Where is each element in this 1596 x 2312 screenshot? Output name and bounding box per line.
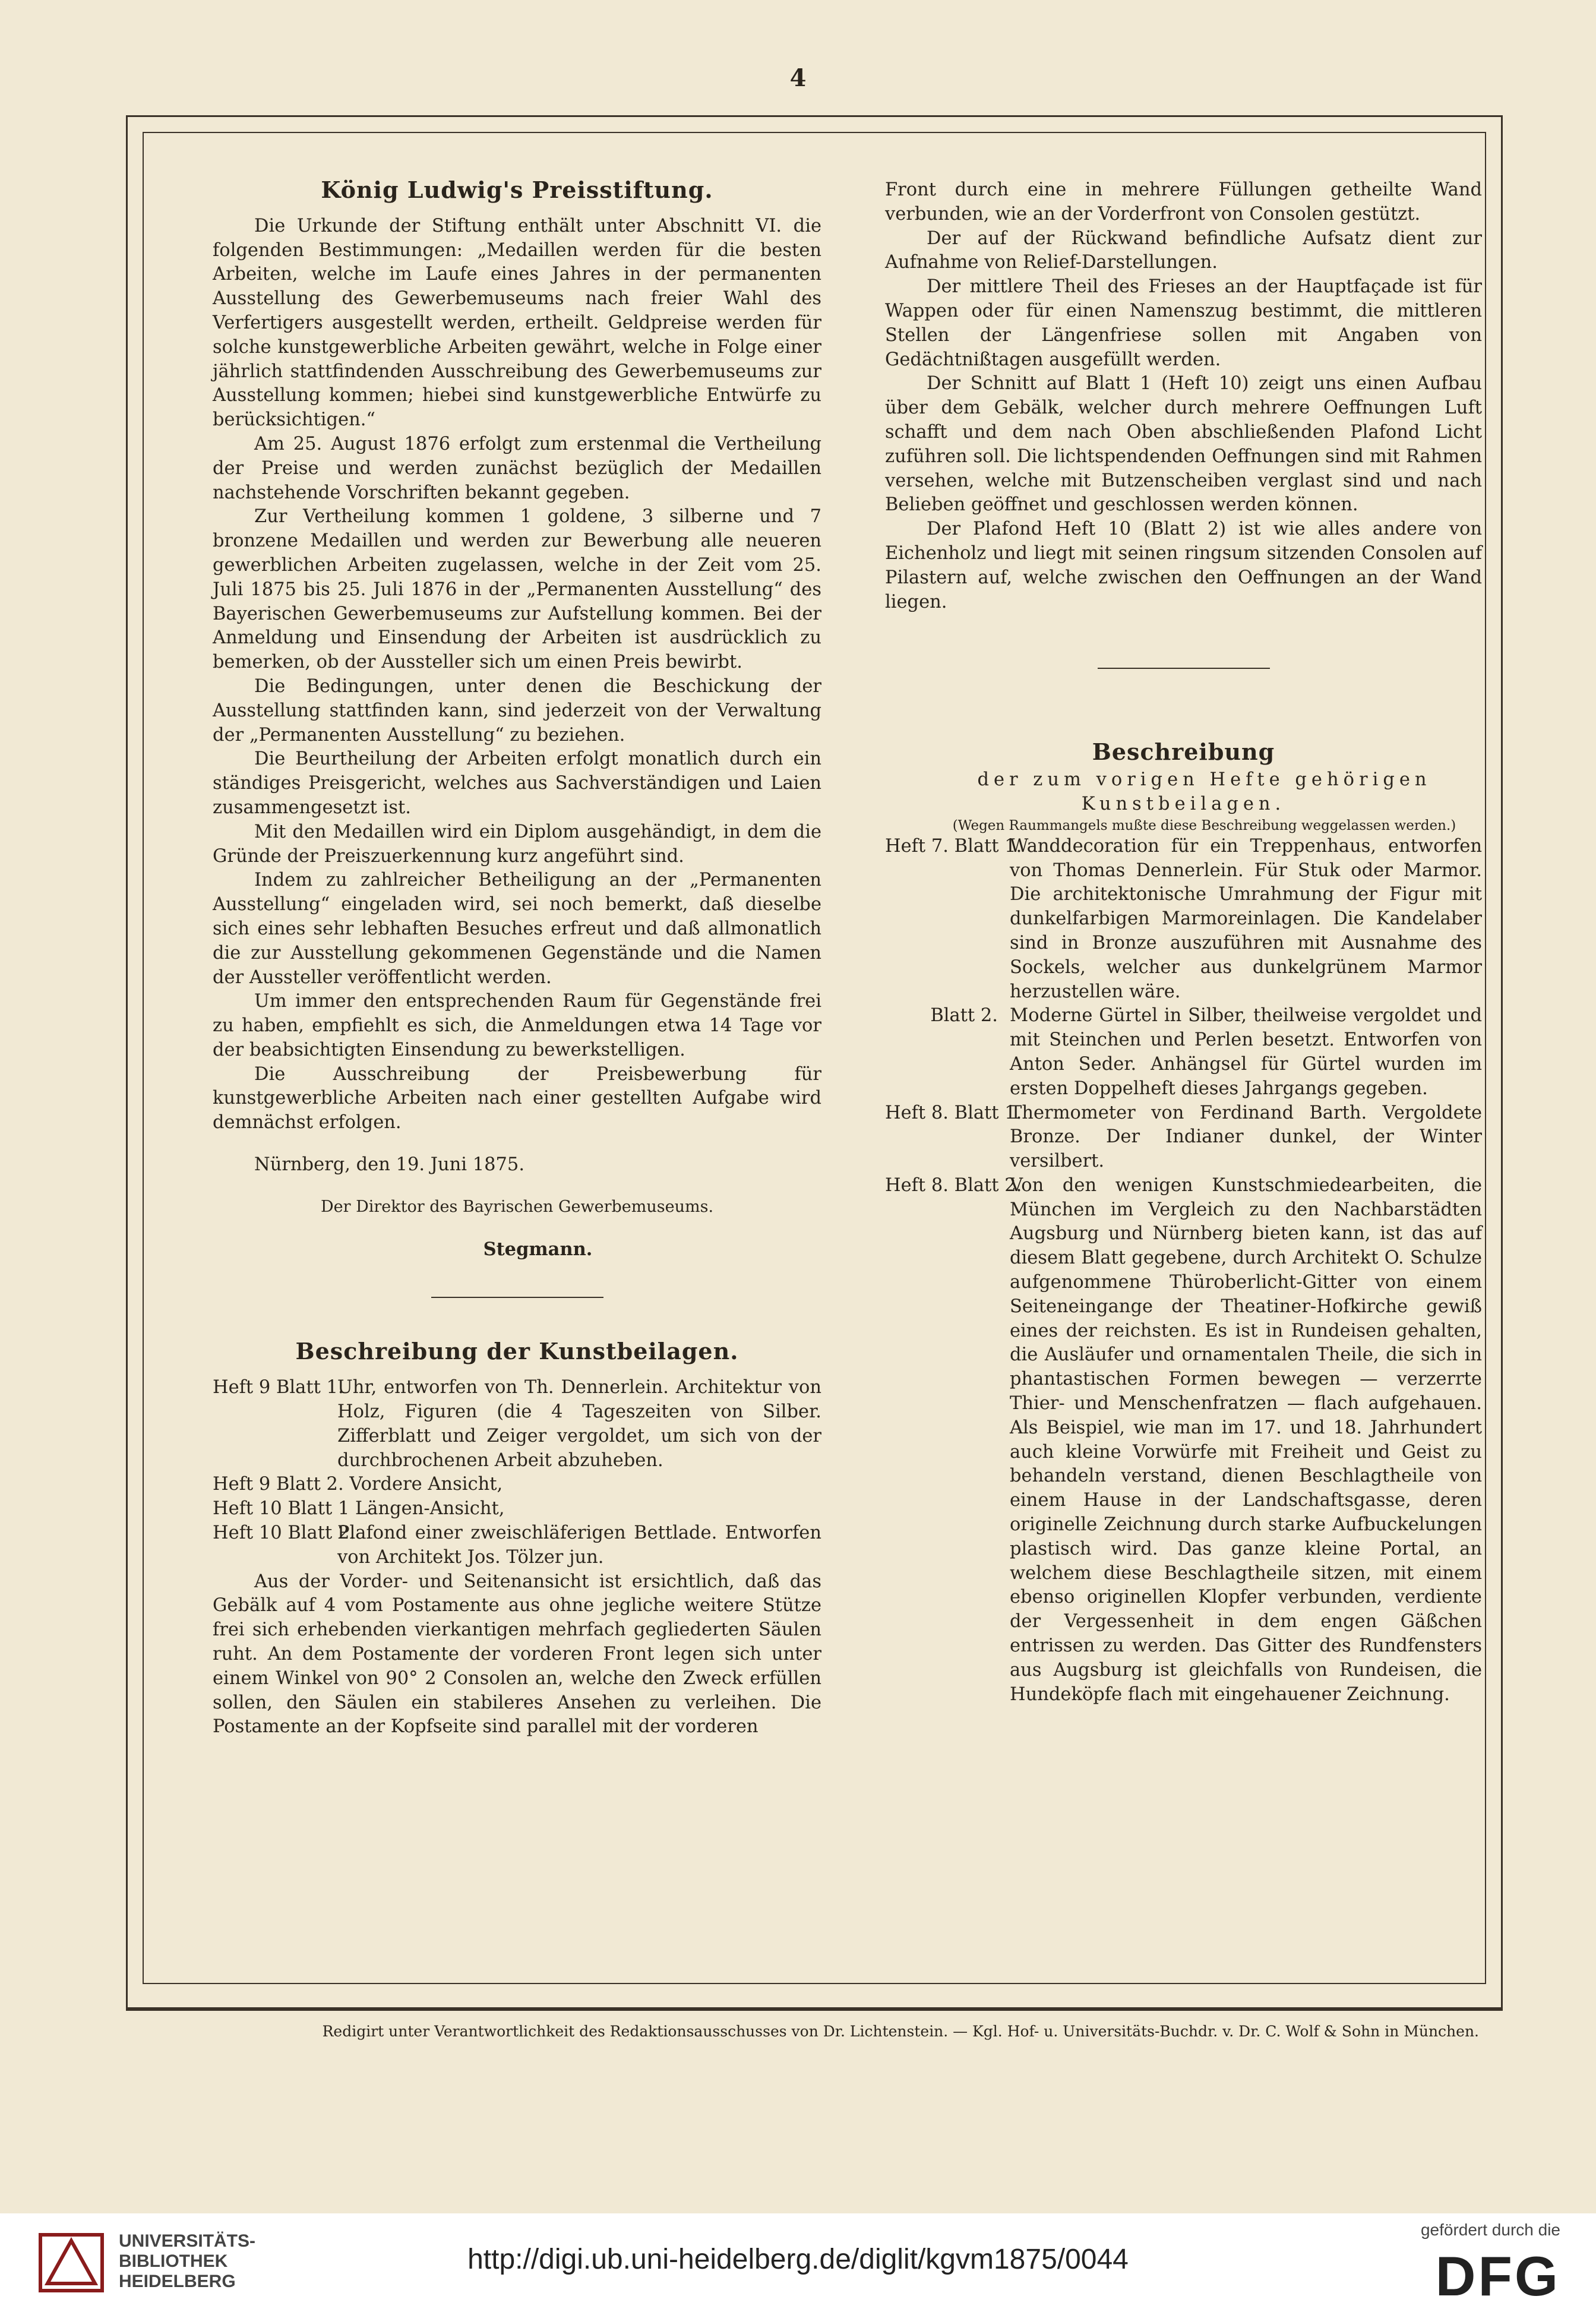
- paragraph: Um immer den entsprechenden Raum für Gegenstände frei zu haben, empfiehlt es sich, die Anmeldungen etwa 14 Tage vor der beabsichtigten Einsendung zu bewerkstelligen.: [213, 991, 821, 1060]
- place-date: Nürnberg, den 19. Juni 1875.: [254, 1154, 525, 1176]
- divider: [431, 1297, 603, 1298]
- section-title: Beschreibung: [1092, 738, 1275, 766]
- paragraph: Front durch eine in mehrere Füllungen getheilte Wand verbunden, wie an der Vorderfront von Consolen gestützt.: [885, 179, 1482, 225]
- list-item: Heft 10 Blatt 1 Längen-Ansicht,: [213, 1498, 505, 1520]
- paragraph: Indem zu zahlreicher Betheiligung an der „Permanenten Ausstellung“ eingeladen wird, sei noch bemerkt, daß dieselbe sich eines sehr lebhaften Besuches erfreut und daß allmonatlich die zur Ausstellung gekommenen Gegenstände und die Namen der Aussteller veröffentlicht werden.: [213, 870, 821, 988]
- section-title: Beschreibung der Kunstbeilagen.: [295, 1338, 739, 1365]
- paragraph: Aus der Vorder- und Seitenansicht ist ersichtlich, daß das Gebälk auf 4 vom Postamente aus ohne jegliche weitere Stütze frei sich erhebenden vierkantigen mehrfach gegliederten Säulen ruht. An dem Postamente der vorderen Front legen sich unter einem Winkel von 90° 2 Consolen an, welche den Zweck erfüllen sollen, den Säulen ein stabileres Ansehen zu verleihen. Die Postamente an der Kopfseite sind parallel mit der vorderen: [213, 1571, 821, 1738]
- section-subtitle: der zum vorigen Hefte gehörigen Kunstbeilagen.: [977, 769, 1431, 814]
- director-line: Der Direktor des Bayrischen Gewerbemuseums.: [320, 1197, 714, 1216]
- signature: Stegmann.: [483, 1238, 593, 1260]
- entry-text: Von den wenigen Kunstschmiedearbeiten, die München im Vergleich zu den Nachbarstädten Augsburg und Nürnberg bieten kann, ist das auf diesem Blatt gegebene, durch Architekt O. Schulze aufgenommene Thüroberlicht-Gitter von einem Seiteneingange der Theatiner-Hofkirche gewiß eines der reichsten. Es ist in Rundeisen gehalten, die Ausläufer und ornamentalen Theile, die sich in phantastischen Formen bewegen — verzerrte Thier- und Menschenfratzen — flach aufgehauen. Als Beispiel, wie man im 17. und 18. Jahrhundert auch kleine Vorwürfe mit Freiheit und Geist zu behandeln verstand, dienen Beschlagtheile von einem Hause in der Landschaftsgasse, deren originelle Zeichnung durch starke Aufbuckelungen plastisch wird. Das ganze kleine Portal, an welchem diese Beschlagtheile sitzen, mit einem ebenso originellen Klopfer verbunden, verdiente der Vergessenheit in dem engen Gäßchen entrissen zu werden. Das Gitter des Rundfensters aus Augsburg ist gleichfalls von Rundeisen, die Hundeköpfe flach mit eingehauener Zeichnung.: [1010, 1174, 1482, 1705]
- list-item: [885, 1101, 1482, 1174]
- list-item: [213, 1521, 821, 1570]
- entry-label: Blatt 2.: [930, 1005, 998, 1026]
- list-item: [885, 835, 1482, 1005]
- digitization-bar: [0, 2213, 1596, 2312]
- paragraph: Die Beurtheilung der Arbeiten erfolgt monatlich durch ein ständiges Preisgericht, welches aus Sachverständigen und Laien zusammengesetzt ist.: [213, 748, 821, 818]
- entry-text: Thermometer von Ferdinand Barth. Vergoldete Bronze. Der Indianer dunkel, der Winter versilbert.: [1010, 1102, 1482, 1172]
- source-url-link[interactable]: http://digi.ub.uni-heidelberg.de/diglit/kgvm1875/0044: [467, 2244, 1129, 2275]
- list-item: [885, 1004, 1482, 1101]
- entry-label: Heft 8. Blatt 2.: [885, 1174, 1022, 1196]
- list-item: [885, 1174, 1482, 1707]
- paragraph: Der mittlere Theil des Frieses an der Hauptfaçade ist für Wappen oder für einen Namenszug bestimmt, die mittleren Stellen der Längenfriese sollen mit Angaben von Gedächtnißtagen ausgefüllt werden.: [885, 276, 1482, 370]
- imprint-footer: Redigirt unter Verantwortlichkeit des Redaktionsausschusses von Dr. Lichtenstein. — Kgl. Hof- u. Universitäts-Buchdr. v. Dr. C. Wolf & Sohn in München.: [126, 2009, 1503, 2051]
- funding-note: gefördert durch die: [1420, 2221, 1560, 2239]
- section-note: (Wegen Raummangels mußte diese Beschreibung weggelassen werden.): [952, 817, 1456, 833]
- paragraph: Die Bedingungen, unter denen die Beschickung der Ausstellung stattfinden kann, sind jederzeit von der Verwaltung der „Permanenten Ausstellung“ zu beziehen.: [213, 675, 821, 746]
- entry-text: Plafond einer zweischläferigen Bettlade. Entworfen von Architekt Jos. Tölzer jun.: [337, 1523, 821, 1568]
- paragraph: Mit den Medaillen wird ein Diplom ausgehändigt, in dem die Gründe der Preiszuerkennung kurz angeführt sind.: [213, 821, 821, 867]
- paragraph: Zur Vertheilung kommen 1 goldene, 3 silberne und 7 bronzene Medaillen und werden zur Bewerbung alle neueren gewerblichen Arbeiten zugelassen, welche in der Zeit vom 25. Juli 1875 bis 25. Juli 1876 in der „Permanenten Ausstellung“ des Bayerischen Gewerbemuseums zur Aufstellung kommen. Bei der Anmeldung und Einsendung der Arbeiten ist ausdrücklich zu bemerken, ob der Aussteller sich um einen Preis bewirbt.: [213, 506, 821, 673]
- entry-text: Uhr, entworfen von Th. Dennerlein. Architektur von Holz, Figuren (die 4 Tageszeiten von Silber. Zifferblatt und Zeiger vergoldet, um sich von der durchbrochenen Arbeit abzuheben.: [337, 1377, 821, 1471]
- entry-label: Heft 8. Blatt 1.: [885, 1102, 1022, 1123]
- library-name: UNIVERSITÄTS- BIBLIOTHEK HEIDELBERG: [119, 2231, 256, 2291]
- paragraph: Der Schnitt auf Blatt 1 (Heft 10) zeigt uns einen Aufbau über dem Gebälk, welcher durch mehrere Oeffnungen Luft schafft und dem nach Oben abschließenden Plafond Licht zuführen soll. Die lichtspendenden Oeffnungen sind mit Rahmen versehen, welche mit Butzenscheiben verglast sind und nach Belieben geöffnet und geschlossen werden können.: [885, 373, 1482, 516]
- entry-text: Moderne Gürtel in Silber, theilweise vergoldet und mit Steinchen und Perlen besetzt. Entworfen von Anton Seder. Anhängsel für Gürtel wurden im ersten Doppelheft dieses Jahrgangs gegeben.: [1010, 1005, 1482, 1099]
- entry-label: Heft 7. Blatt 1.: [885, 835, 1022, 857]
- paragraph: Der Plafond Heft 10 (Blatt 2) ist wie alles andere von Eichenholz und liegt mit seinen ringsum sitzenden Consolen auf Pilastern auf, welche zwischen den Oeffnungen an der Wand liegen.: [885, 519, 1482, 612]
- entry-text: Wanddecoration für ein Treppenhaus, entworfen von Thomas Dennerlein. Für Stuk oder Marmor. Die architektonische Umrahmung der Figur mit dunkelfarbigen Marmoreinlagen. Die Kandelaber sind in Bronze auszuführen mit Ausnahme des Sockels, welcher aus dunkelgrünem Marmor herzustellen wäre.: [1010, 835, 1482, 1002]
- right-column: [885, 178, 1482, 1707]
- entry-label: Heft 10 Blatt 2.: [213, 1523, 356, 1544]
- paragraph: Die Urkunde der Stiftung enthält unter Abschnitt VI. die folgenden Bestimmungen: „Medaillen werden für die besten Arbeiten, welche im Laufe eines Jahres in der permanenten Ausstellung des Gewerbemuseums nach freier Wahl des Verfertigers ausgestellt werden, ertheilt. Geldpreise werden für solche kunstgewerbliche Arbeiten gewährt, welche in Folge einer jährlich stattfindenden Ausschreibung des Gewerbemuseums zur Ausstellung kommen; hiebei sind kunstgewerbliche Entwürfe zu berücksichtigen.“: [213, 215, 821, 431]
- list-item: Heft 9 Blatt 2. Vordere Ansicht,: [213, 1474, 503, 1495]
- list-item: [213, 1376, 821, 1473]
- entry-label: Heft 9 Blatt 1.: [213, 1377, 344, 1398]
- page-number: 4: [789, 64, 807, 92]
- dfg-logo-icon: DFG: [1435, 2245, 1560, 2307]
- paragraph: Der auf der Rückwand befindliche Aufsatz dient zur Aufnahme von Relief-Darstellungen.: [885, 228, 1482, 273]
- section-title: König Ludwig's Preisstiftung.: [321, 176, 713, 203]
- paragraph: Am 25. August 1876 erfolgt zum erstenmal die Vertheilung der Preise und werden zunächst bezüglich der Medaillen nachstehende Vorschriften bekannt gegeben.: [213, 433, 821, 503]
- paragraph: Die Ausschreibung der Preisbewerbung für kunstgewerbliche Arbeiten nach einer gestellten Aufgabe wird demnächst erfolgen.: [213, 1063, 821, 1133]
- divider: [1098, 668, 1270, 669]
- left-column: [213, 178, 821, 1739]
